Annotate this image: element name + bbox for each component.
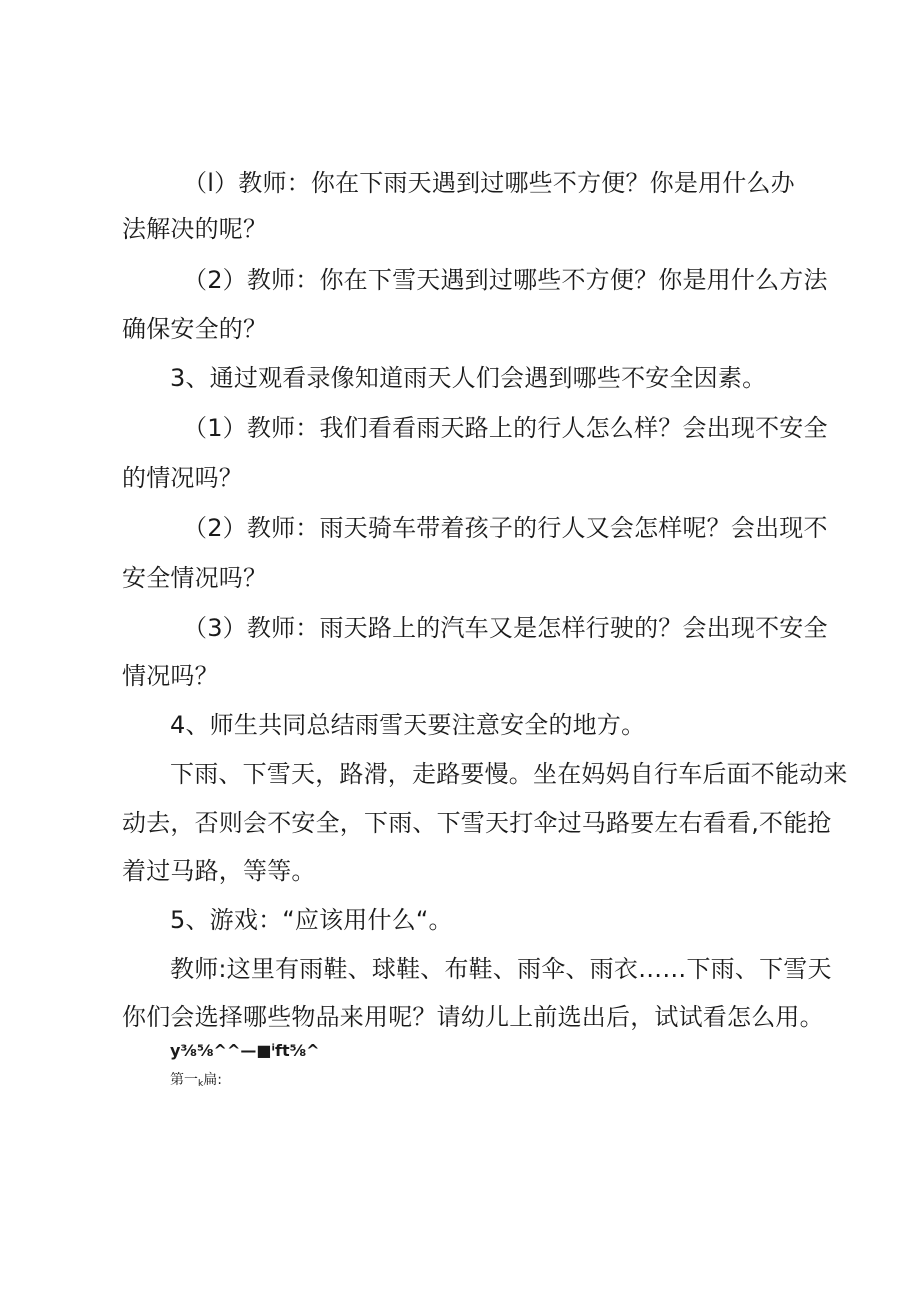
paragraph-3-2-line-1: （2）教师：雨天骑车带着孩子的行人又会怎样呢？会出现不	[183, 514, 828, 542]
paragraph-2-line-2: 确保安全的？	[122, 315, 268, 343]
footer-text-sub: k	[198, 1079, 204, 1089]
footer-text-end: 扁:	[203, 1072, 222, 1088]
footer-text	[170, 1071, 222, 1093]
paragraph-3-2-line-2: 安全情况吗？	[122, 564, 268, 592]
paragraph-4-line-2: 动去，否则会不安全，下雨、下雪天打伞过马路要左右看看,不能抢	[122, 809, 832, 837]
footer-text-start: 第一	[170, 1072, 198, 1088]
paragraph-3-1-line-1: （1）教师：我们看看雨天路上的行人怎么样？会出现不安全	[183, 414, 828, 442]
paragraph-4-line-1: 下雨、下雪天，路滑，走路要慢。坐在妈妈自行车后面不能动来	[170, 760, 848, 788]
paragraph-5-line-2: 你们会选择哪些物品来用呢？请幼儿上前选出后，试试看怎么用。	[122, 1003, 824, 1031]
paragraph-1-line-2: 法解决的呢？	[122, 215, 268, 243]
paragraph-1-line-1: （l）教师：你在下雨天遇到过哪些不方便？你是用什么办	[183, 169, 795, 197]
paragraph-3-3-line-2: 情况吗？	[122, 662, 219, 690]
paragraph-5-line-1: 教师:这里有雨鞋、球鞋、布鞋、雨伞、雨衣……下雨、下雪天	[170, 955, 832, 983]
paragraph-3-3-line-1: （3）教师：雨天路上的汽车又是怎样行驶的？会出现不安全	[183, 614, 828, 642]
garbled-text: y⅜⅝^^—■ⁱft⅝^	[170, 1041, 320, 1060]
paragraph-3-1-line-2: 的情况吗？	[122, 464, 243, 492]
section-3-heading: 3、通过观看录像知道雨天人们会遇到哪些不安全因素。	[170, 364, 767, 392]
paragraph-4-line-3: 着过马路，等等。	[122, 857, 316, 885]
section-4-heading: 4、师生共同总结雨雪天要注意安全的地方。	[170, 711, 646, 739]
section-5-heading: 5、游戏：“应该用什么“。	[170, 906, 453, 934]
paragraph-2-line-1: （2）教师：你在下雪天遇到过哪些不方便？你是用什么方法	[183, 266, 828, 294]
